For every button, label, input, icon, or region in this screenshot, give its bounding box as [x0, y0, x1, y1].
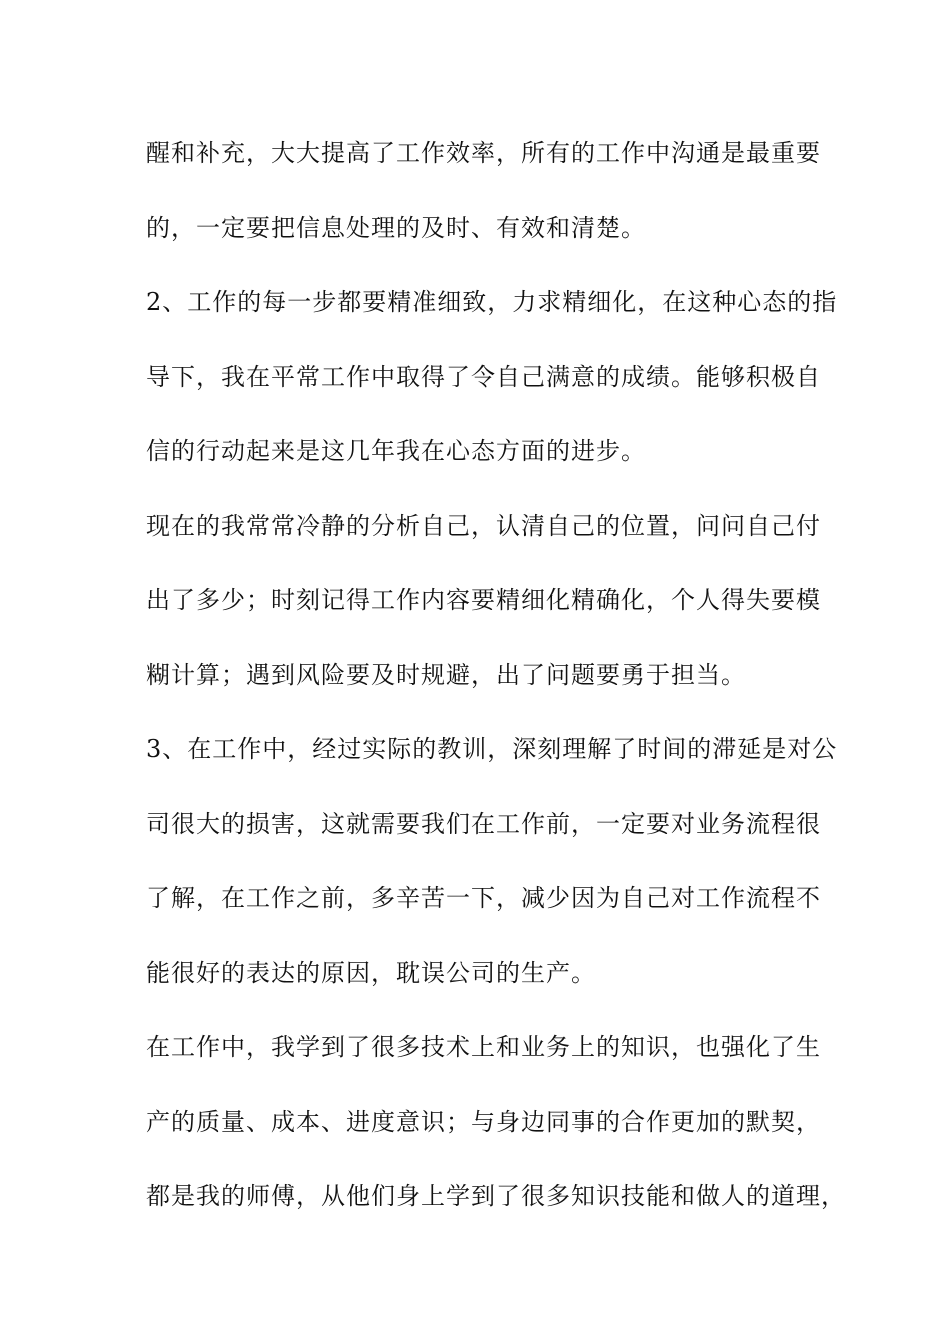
text-line: 都是我的师傅，从他们身上学到了很多知识技能和做人的道理，	[146, 1182, 846, 1210]
text-line: 2、工作的每一步都要精准细致，力求精细化，在这种心态的指	[146, 288, 838, 316]
text-line: 产的质量、成本、进度意识；与身边同事的合作更加的默契，	[146, 1108, 821, 1136]
text-line: 出了多少；时刻记得工作内容要精细化精确化，个人得失要模	[146, 586, 821, 614]
text-line: 信的行动起来是这几年我在心态方面的进步。	[146, 437, 646, 465]
text-line: 现在的我常常冷静的分析自己，认清自己的位置，问问自己付	[146, 512, 821, 540]
text-line: 了解，在工作之前，多辛苦一下，减少因为自己对工作流程不	[146, 884, 821, 912]
text-line: 3、在工作中，经过实际的教训，深刻理解了时间的滞延是对公	[146, 735, 838, 763]
text-line: 糊计算；遇到风险要及时规避，出了问题要勇于担当。	[146, 661, 746, 689]
text-line: 司很大的损害，这就需要我们在工作前，一定要对业务流程很	[146, 810, 821, 838]
text-line: 导下，我在平常工作中取得了令自己满意的成绩。能够积极自	[146, 363, 821, 391]
text-line: 能很好的表达的原因，耽误公司的生产。	[146, 959, 596, 987]
text-line: 的，一定要把信息处理的及时、有效和清楚。	[146, 214, 646, 242]
text-line: 醒和补充，大大提高了工作效率，所有的工作中沟通是最重要	[146, 139, 821, 167]
text-line: 在工作中，我学到了很多技术上和业务上的知识，也强化了生	[146, 1033, 821, 1061]
